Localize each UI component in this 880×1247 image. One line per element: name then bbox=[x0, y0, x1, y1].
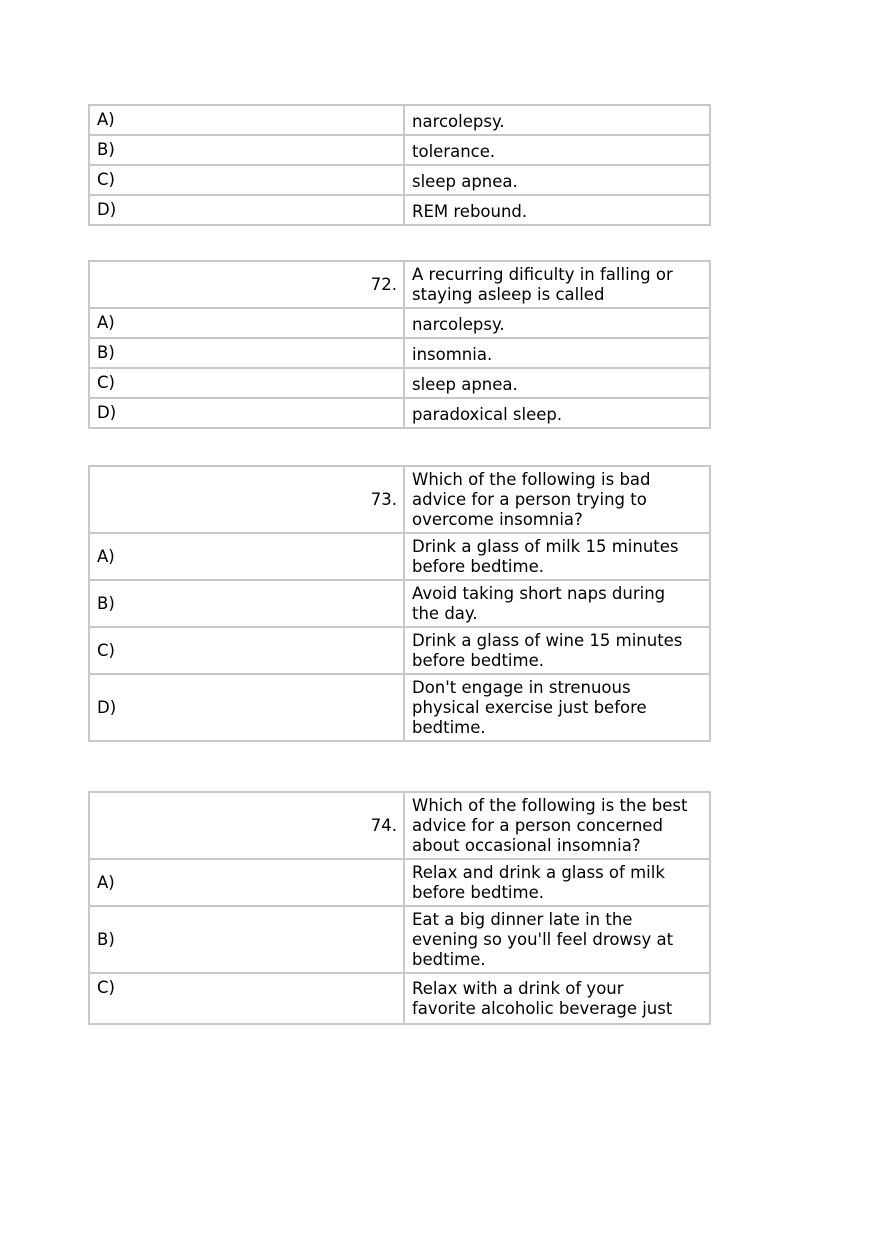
option-row bbox=[89, 906, 710, 973]
question-line: Which of the following is bad bbox=[412, 469, 651, 489]
option-letter: C) bbox=[89, 368, 404, 398]
option-letter: B) bbox=[89, 135, 404, 165]
question-line: about occasional insomnia? bbox=[412, 835, 641, 855]
option-text: paradoxical sleep. bbox=[404, 398, 710, 428]
question-73-table bbox=[88, 465, 711, 742]
question-line: overcome insomnia? bbox=[412, 509, 583, 529]
option-letter: B) bbox=[89, 580, 404, 627]
option-text bbox=[404, 627, 710, 674]
option-letter: A) bbox=[89, 859, 404, 906]
option-letter: B) bbox=[89, 906, 404, 973]
option-row bbox=[89, 195, 710, 225]
option-text bbox=[404, 973, 710, 1024]
option-line: Drink a glass of milk 15 minutes bbox=[412, 536, 679, 556]
question-line: Which of the following is the best bbox=[412, 795, 688, 815]
option-text: tolerance. bbox=[404, 135, 710, 165]
option-line: bedtime. bbox=[412, 717, 486, 737]
option-row bbox=[89, 165, 710, 195]
option-line: the day. bbox=[412, 603, 478, 623]
option-text: narcolepsy. bbox=[404, 105, 710, 135]
question-72-table bbox=[88, 260, 711, 429]
option-row bbox=[89, 105, 710, 135]
option-line: evening so you'll feel drowsy at bbox=[412, 929, 674, 949]
question-74-table bbox=[88, 791, 711, 1025]
option-text bbox=[404, 533, 710, 580]
question-number: 73. bbox=[89, 466, 404, 533]
option-line: Don't engage in strenuous bbox=[412, 677, 631, 697]
option-letter: A) bbox=[89, 105, 404, 135]
option-text: sleep apnea. bbox=[404, 368, 710, 398]
option-row bbox=[89, 627, 710, 674]
option-letter: C) bbox=[89, 627, 404, 674]
option-row bbox=[89, 674, 710, 741]
question-number: 72. bbox=[89, 261, 404, 308]
option-letter: D) bbox=[89, 398, 404, 428]
question-line: advice for a person concerned bbox=[412, 815, 663, 835]
option-row bbox=[89, 398, 710, 428]
option-text: insomnia. bbox=[404, 338, 710, 368]
option-letter: B) bbox=[89, 338, 404, 368]
question-71-options-table bbox=[88, 104, 711, 226]
question-line: staying asleep is called bbox=[412, 284, 605, 304]
option-line: Relax and drink a glass of milk bbox=[412, 862, 665, 882]
option-text bbox=[404, 859, 710, 906]
option-row bbox=[89, 135, 710, 165]
option-row bbox=[89, 859, 710, 906]
question-text bbox=[404, 261, 710, 308]
option-text bbox=[404, 580, 710, 627]
option-row bbox=[89, 368, 710, 398]
option-text: narcolepsy. bbox=[404, 308, 710, 338]
option-line: bedtime. bbox=[412, 949, 486, 969]
option-text bbox=[404, 674, 710, 741]
option-text bbox=[404, 906, 710, 973]
option-row bbox=[89, 973, 710, 1024]
option-line: before bedtime. bbox=[412, 556, 544, 576]
option-letter: C) bbox=[89, 165, 404, 195]
option-letter: D) bbox=[89, 674, 404, 741]
question-row bbox=[89, 466, 710, 533]
option-row bbox=[89, 580, 710, 627]
question-text bbox=[404, 792, 710, 859]
question-row bbox=[89, 792, 710, 859]
option-row bbox=[89, 338, 710, 368]
option-line: Avoid taking short naps during bbox=[412, 583, 666, 603]
question-line: A recurring diﬁculty in falling or bbox=[412, 264, 673, 284]
option-letter: A) bbox=[89, 533, 404, 580]
option-line: before bedtime. bbox=[412, 882, 544, 902]
option-line: Relax with a drink of your bbox=[412, 978, 624, 998]
option-line: physical exercise just before bbox=[412, 697, 647, 717]
option-letter: D) bbox=[89, 195, 404, 225]
option-row bbox=[89, 533, 710, 580]
option-line: favorite alcoholic beverage just bbox=[412, 998, 673, 1018]
question-number: 74. bbox=[89, 792, 404, 859]
option-text: REM rebound. bbox=[404, 195, 710, 225]
option-text: sleep apnea. bbox=[404, 165, 710, 195]
option-letter: A) bbox=[89, 308, 404, 338]
option-line: Drink a glass of wine 15 minutes bbox=[412, 630, 683, 650]
option-row bbox=[89, 308, 710, 338]
option-line: before bedtime. bbox=[412, 650, 544, 670]
question-row bbox=[89, 261, 710, 308]
option-letter: C) bbox=[89, 973, 404, 1024]
option-line: Eat a big dinner late in the bbox=[412, 909, 633, 929]
question-line: advice for a person trying to bbox=[412, 489, 647, 509]
question-text bbox=[404, 466, 710, 533]
